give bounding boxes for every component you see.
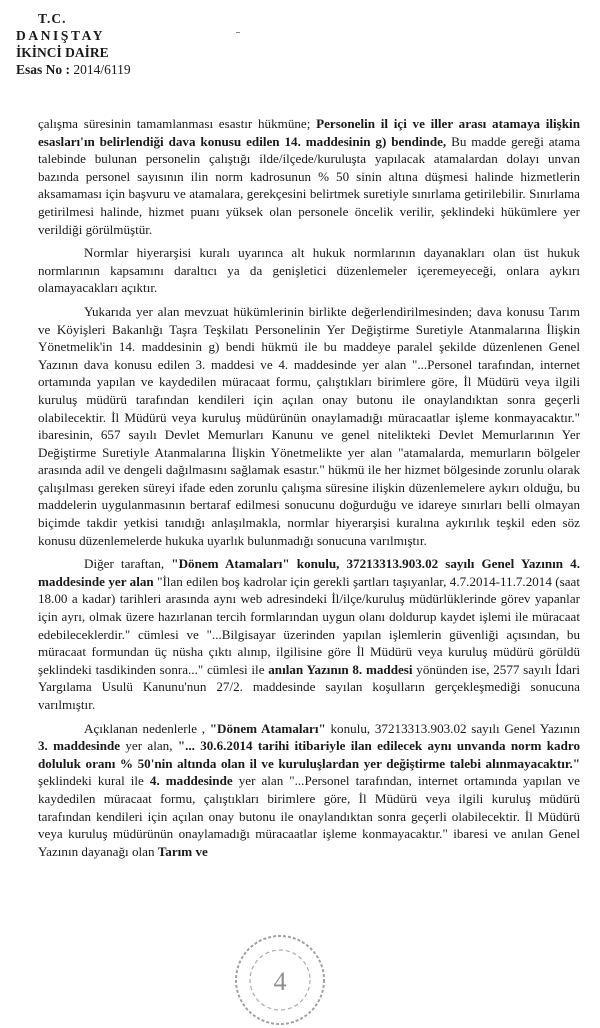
case-number-label: Esas No : [16,62,71,77]
text-run: Açıklanan nedenlerle , [84,720,210,736]
paragraph-3 [38,303,580,549]
case-number-value: 2014/6119 [73,62,131,77]
text-run: yönünden ise, 2577 sayılı İdari Yargılama Usulü Kanunu'nun 27/2. maddesinde sayılan koşulların gerçekleşmediği sonucuna varılmıştır. [38,661,580,712]
case-number-line [16,61,216,78]
text-run: "İlan edilen boş kadrolar için gerekli şartları taşıyanlar, 4.7.2014-11.7.2014 (saat 18.00 a kadar) tarihleri arasında aynı web adresindeki İl/ilçe/kuruluş müdürlüklerinde görev yapanlar için ayrı, olmak üzere hazırlanan tercih formlarından uygun olanı doldurup kaydet işlemi ile müracaat edebileceklerdir." cümlesi ve "...Bilgisayar üzerinden yapılan işlemlerin güvenliği açısından, bu müracaat formundan üç nüsha çıktı alınıp, ilgilisine göre İl Müdürü veya kuruluş müdürü görüldü şeklindeki tasdikinden sonra..." cümlesi ile [38,573,581,677]
document-header [16,10,216,78]
bold-text-run: "Dönem Atamaları" konulu, 37213313.903.02 sayılı Genel Yazının 4. maddesinde yer alan [38,556,580,589]
court-name: DANIŞTAY [16,28,106,43]
text-run: Bu madde gereği atama talebinde bulunan personelin çalıştığı ilde/ilçede/kuruluşta yapılacak atamalardan dolayı unvan bazında personel sayısının ilin norm kadrosunun % 50 sinin altına düşmesi halinde hizmetlerin aksamaması için başvuru ve atamalara, gerekçesini belirtmek suretiyle sınırlama getirilebilir. Sınırlama getirilmesi halinde, hizmet puanı yüksek olan personele öncelik verilir, şeklindeki hükümlere yer verildiği görülmüştür. [38,133,581,237]
text-run: Yukarıda yer alan mevzuat hükümlerinin birlikte değerlendirilmesinden; dava konusu Tarım ve Köyişleri Bakanlığı Taşra Teşkilatı Personelinin Yer Değiştirme Suretiyle Atanmalarına İlişkin Yönetmelik'in 14. maddesinin g) bendi hükmü ile bu maddeye paralel şekilde düzenlenen Genel Yazının dava konusu edilen 3. maddesi ve 4. maddesinde yer alan "...Personel tarafından, internet ortamında yapılan ve kaydedilen müracaat formu, çalıştıkları birimlere göre, İl Müdürü veya ilgili kuruluş müdürü tarafından kendileri için açılan onay butonu ile onaylandıktan sonra geçerli olabilecektir. İl Müdürü veya kuruluş müdürünün onaylamadığı müracaatlar işleme konmayacaktır." ibaresinin, 657 sayılı Devlet Memurları Kanunu ve genel nitelikteki Devlet Memurlarının Yer Değiştirme Suretiyle Atanmalarına İlişkin Yönetmelikte yer alan "atamalarda, memurların bölgeler arasında adil ve dengeli dağılmasını sağlamak esastır." hükmü ile her hizmet bölgesinde zorunlu olarak çalışılması gereken süreyi ifade eden zorunlu çalışma süresine ilişkin düzenlemelere aykırı olduğu, bu maddelerin uygulanmasının bertaraf edilmesi sonucunu doğurduğu ve idareye sınırları belli olmayan biçimde takdir yetkisi tanıdığı anlaşılmakla, normlar hiyerarşisi kuralına aykırılık teşkil eden söz konusu düzenlemelerde hukuka uyarlık bulunmadığı sonucuna varılmıştır. [38,303,580,548]
chamber-name: İKİNCİ DAİRE [16,45,109,60]
bold-text-run: 3. maddesinde [38,738,121,754]
page-number: 4 [273,967,287,996]
text-run: Diğer taraftan, [84,556,172,572]
bold-text-run: Tarım ve [157,843,208,859]
text-run: yer alan, [120,738,178,754]
bold-text-run: "Dönem Atamaları" [209,720,326,736]
bold-text-run: 4. maddesinde [149,773,233,789]
text-run: şeklindeki kural ile [38,773,150,789]
paragraph-1 [38,115,580,238]
paragraph-5 [38,720,580,861]
text-run: çalışma süresinin tamamlanması esastır hükmüne; [38,116,317,131]
paragraph-2 [38,244,580,297]
text-run: konulu, 37213313.903.02 sayılı Genel Yazının [325,720,580,736]
text-run: Normlar hiyerarşisi kuralı uyarınca alt hukuk normlarının dayanakları olan üst hukuk normlarının kapsamını daraltıcı ya da genişletici düzenlemeler içeremeyeceği, onlara aykırı olamayacakları açıktır. [38,245,580,296]
text-run: yer alan "...Personel tarafından, internet ortamında yapılan ve kaydedilen müracaat formu, çalıştıkları birimlere göre, İl Müdürü veya ilgili kuruluş müdürü tarafından kendileri için açılan onay butonu ile onaylandıktan sonra geçerli olabilecektir. İl Müdürü veya kuruluş müdürünün onaylamadığı müracaatlar işleme konmayacaktır." ibaresi ve anılan Genel Yazının dayanağı olan [38,773,580,859]
paragraph-4 [38,555,580,713]
bold-text-run: "... 30.6.2014 tarihi itibariyle ilan edilecek aynı unvanda norm kadro doluluk oranı % 50'nin altında olan il ve kuruluşlardan yer değiştirme talebi alınmayacaktır." [38,738,580,771]
stray-mark [236,32,240,34]
bold-text-run: Personelin il içi ve iller arası atamaya ilişkin esasları'ın belirlendiği dava konusu edilen 14. maddesinin g) bendinde, [38,116,580,149]
official-seal-stamp [232,932,328,1028]
republic-abbreviation: T.C. [38,11,67,26]
bold-text-run: anılan Yazının 8. maddesi [268,661,413,677]
document-body [38,115,580,866]
